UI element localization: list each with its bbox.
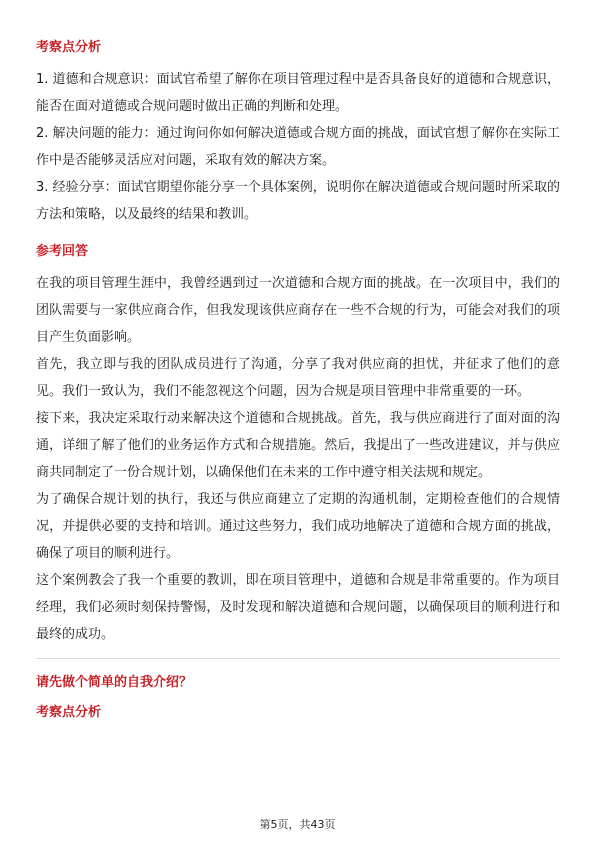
next-analysis-heading: 考察点分析 — [36, 705, 102, 720]
analysis-point-1: 1. 道德和合规意识：面试官希望了解你在项目管理过程中是否具备良好的道德和合规意识，能否在面对道德或合规问题时做出正确的判断和处理。 — [36, 72, 560, 114]
spacer — [36, 262, 560, 270]
answer-paragraph-5: 这个案例教会了我一个重要的教训，即在项目管理中，道德和合规是非常重要的。作为项目经理，我们必须时刻保持警惕，及时发现和解决道德和合规问题，以确保项目的顺利进行和最终的成功。 — [36, 573, 560, 642]
answer-paragraph-2: 首先，我立即与我的团队成员进行了沟通，分享了我对供应商的担忧，并征求了他们的意见。我们一致认为，我们不能忽视这个问题，因为合规是项目管理中非常重要的一环。 — [36, 357, 560, 399]
analysis-point-2: 2. 解决问题的能力：通过询问你如何解决道德或合规方面的挑战，面试官想了解你在实际工作中是否能够灵活应对问题，采取有效的解决方案。 — [36, 126, 560, 168]
spacer — [36, 228, 560, 242]
analysis-heading: 考察点分析 — [36, 40, 102, 55]
spacer — [36, 58, 560, 66]
answer-paragraph-3: 接下来，我决定采取行动来解决这个道德和合规挑战。首先，我与供应商进行了面对面的沟通，详细了解了他们的业务运作方式和合规措施。然后，我提出了一些改进建议，并与供应商共同制定了一份合规计划，以确保他们在未来的工作中遵守相关法规和规定。 — [36, 411, 560, 480]
reference-answer-heading: 参考回答 — [36, 244, 89, 259]
answer-paragraph-1: 在我的项目管理生涯中，我曾经遇到过一次道德和合规方面的挑战。在一次项目中，我们的团队需要与一家供应商合作，但我发现该供应商存在一些不合规的行为，可能会对我们的项目产生负面影响。 — [36, 276, 560, 345]
page-number-footer: 第5页，共43页 — [259, 818, 336, 831]
spacer — [36, 648, 560, 658]
spacer — [36, 693, 560, 703]
spacer — [36, 659, 560, 673]
page-content — [36, 38, 560, 723]
next-question-title: 请先做个简单的自我介绍？ — [36, 675, 193, 690]
analysis-point-3: 3. 经验分享：面试官期望你能分享一个具体案例，说明你在解决道德或合规问题时所采取的方法和策略，以及最终的结果和教训。 — [36, 180, 560, 222]
answer-paragraph-4: 为了确保合规计划的执行，我还与供应商建立了定期的沟通机制，定期检查他们的合规情况，并提供必要的支持和培训。通过这些努力，我们成功地解决了道德和合规方面的挑战，确保了项目的顺利进行。 — [36, 492, 560, 561]
